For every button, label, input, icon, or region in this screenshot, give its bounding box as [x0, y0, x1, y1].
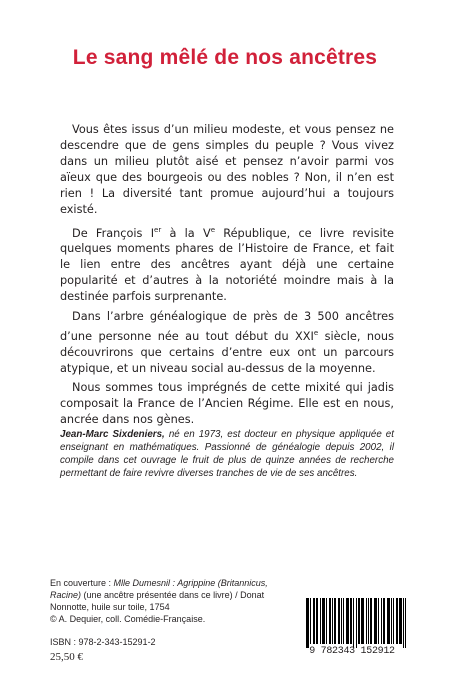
- blurb-paragraph-1: Vous êtes issus d’un milieu modeste, et vous pensez ne descendre que de gens simples du peuple ? Vous vivez dans un milieu plutôt aisé et pensez n’avoir parmi vos aïeux que des bourgeois ou des nobles ? Non, il n’en est rien ! La diversité tant promue aujourd’hui a toujours existé.: [60, 123, 394, 216]
- credits-description: (une ancêtre présentée dans ce livre) / Donat Nonnotte, huile sur toile, 1754: [50, 590, 265, 612]
- author-name: Jean-Marc Sixdeniers,: [60, 429, 165, 440]
- credits-work-title: Mlle Dumesnil : Agrippine (Britannicus, Racine): [50, 578, 268, 600]
- p3-superscript-e: e: [313, 328, 319, 337]
- p2-superscript-er: er: [154, 225, 162, 234]
- p3-text-b: siècle, nous découvrirons que certains d’entre eux ont un parcours atypique, et un niveau social au-dessus de la moyenne.: [60, 329, 394, 375]
- blurb-paragraph-3: [60, 309, 394, 377]
- isbn-text: ISBN : 978-2-343-15291-2: [50, 637, 156, 647]
- blurb-paragraph-2: [60, 222, 394, 306]
- barcode-digits: 9 782343 152912: [309, 646, 395, 657]
- p2-text-a: De François I: [72, 226, 155, 240]
- barcode-bars: [298, 596, 406, 648]
- cover-credits: [50, 577, 290, 625]
- book-title: Le sang mêlé de nos ancêtres: [72, 46, 378, 69]
- p2-text-c: République, ce livre revisite quelques moments phares de l’Histoire de France, et fait le lien entre des ancêtres ayant déjà une certaine popularité et d’autres à la notoriété moindre mais à la destinée parfois surprenante.: [60, 226, 394, 304]
- author-bio-text: né en 1973, est docteur en physique appliquée et enseignant en mathématiques. Passionné de généalogie depuis 2002, il compile dans cet ouvrage le fruit de plus de quinze années de recherche permettant de faire revivre diverses tranches de vie de ses ancêtres.: [60, 429, 394, 479]
- credits-copyright: © A. Dequier, coll. Comédie-Française.: [50, 614, 206, 624]
- blurb-paragraph-4: Nous sommes tous imprégnés de cette mixité qui jadis composait la France de l’Ancien Régime. Elle est en nous, ancrée dans nos gènes.: [60, 381, 394, 427]
- p3-text-a: Dans l’arbre généalogique de près de 3 500 ancêtres d’une personne née au tout début du XXI: [60, 309, 394, 343]
- back-cover-blurb: [60, 122, 394, 432]
- price-text: 25,50 €: [50, 651, 83, 663]
- p2-text-b: à la V: [161, 226, 211, 240]
- credits-prefix: En couverture :: [50, 578, 114, 588]
- p2-superscript-e: e: [210, 225, 215, 234]
- author-bio: [60, 428, 394, 480]
- barcode: [298, 596, 406, 662]
